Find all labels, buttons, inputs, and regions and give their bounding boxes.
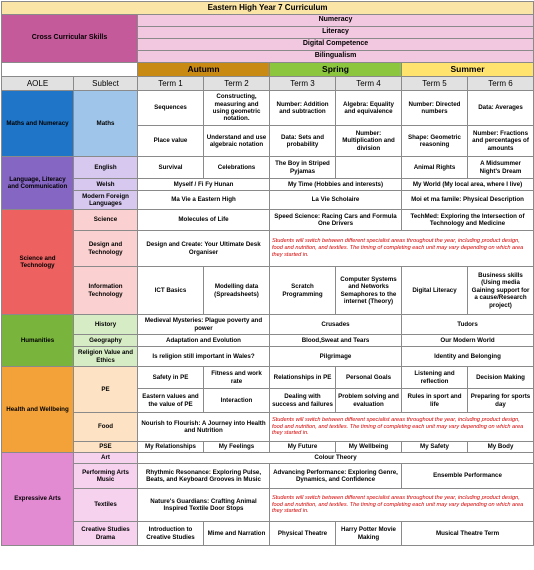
- subject-modern-foreign-languages: Modern Foreign Languages: [74, 191, 138, 210]
- maths-unit: Number: Multiplication and division: [336, 126, 402, 157]
- music-unit: Rhythmic Resonance: Exploring Pulse, Beats, and Keyboard Grooves in Music: [138, 464, 270, 489]
- cross-curricular-label: Cross Curricular Skills: [2, 15, 138, 63]
- geography-unit: Blood,Sweat and Tears: [270, 335, 402, 347]
- subject-english: English: [74, 157, 138, 179]
- aole-health-wellbeing: Health and Wellbeing: [2, 367, 74, 453]
- subject-pse: PSE: [74, 442, 138, 453]
- it-unit: Modelling data (Spreadsheets): [204, 267, 270, 315]
- welsh-unit: Myself / Fi Fy Hunan: [138, 179, 270, 191]
- welsh-unit: My World (My local area, where I live): [402, 179, 534, 191]
- it-unit: Business skills (Using media Gaining support for a cause/Research project): [468, 267, 534, 315]
- subject-history: History: [74, 315, 138, 335]
- subject-textiles: Textiles: [74, 489, 138, 522]
- english-unit: Celebrations: [204, 157, 270, 179]
- header-aole: AOLE: [2, 77, 74, 91]
- header-term-6: Term 6: [468, 77, 534, 91]
- rve-unit: Is religion still important in Wales?: [138, 347, 270, 367]
- subject-maths: Maths: [74, 91, 138, 157]
- maths-unit: Number: Addition and subtraction: [270, 91, 336, 126]
- subject-information-technology: Information Technology: [74, 267, 138, 315]
- pe-unit: Preparing for sports day: [468, 389, 534, 413]
- maths-unit: Place value: [138, 126, 204, 157]
- art-unit: Colour Theory: [138, 453, 534, 464]
- maths-unit: Understand and use algebraic notation: [204, 126, 270, 157]
- rve-unit: Identity and Belonging: [402, 347, 534, 367]
- aole-maths-numeracy: Maths and Numeracy: [2, 91, 74, 157]
- maths-unit: Data: Averages: [468, 91, 534, 126]
- mfl-unit: La Vie Scholaire: [270, 191, 402, 210]
- aole-language-literacy: Language, Literacy and Communication: [2, 157, 74, 210]
- subject-welsh: Welsh: [74, 179, 138, 191]
- mfl-unit: Moi et ma famile: Physical Description: [402, 191, 534, 210]
- subject-geography: Geography: [74, 335, 138, 347]
- science-unit: Speed Science: Racing Cars and Formula One Drivers: [270, 210, 402, 231]
- rotation-note: Students will switch between different specialist areas throughout the year, including product design, food and nutrition, and textiles. The timing of completing each unit may vary depending on which area they started in.: [270, 231, 534, 267]
- pse-unit: My Body: [468, 442, 534, 453]
- it-unit: ICT Basics: [138, 267, 204, 315]
- skill-numeracy: Numeracy: [138, 15, 534, 27]
- pe-unit: Safety in PE: [138, 367, 204, 389]
- aole-expressive-arts: Expressive Arts: [2, 453, 74, 546]
- maths-unit: Data: Sets and probability: [270, 126, 336, 157]
- maths-unit: Algebra: Equality and equivalence: [336, 91, 402, 126]
- english-unit: The Boy in Striped Pyjamas: [270, 157, 336, 179]
- it-unit: Computer Systems and Networks Semaphores to the internet (Theory): [336, 267, 402, 315]
- subject-design-technology: Design and Technology: [74, 231, 138, 267]
- pe-unit: Personal Goals: [336, 367, 402, 389]
- pse-unit: My Wellbeing: [336, 442, 402, 453]
- rotation-note: Students will switch between different specialist areas throughout the year, including product design, food and nutrition, and textiles. The timing of completing each unit may vary depending on which area they started in.: [270, 413, 534, 442]
- season-spring: Spring: [270, 63, 402, 77]
- subject-pe: PE: [74, 367, 138, 413]
- header-term-2: Term 2: [204, 77, 270, 91]
- aole-science-technology: Science and Technology: [2, 210, 74, 315]
- maths-unit: Number: Directed numbers: [402, 91, 468, 126]
- food-unit: Nourish to Flourish: A Journey into Health and Nutrition: [138, 413, 270, 442]
- pe-unit: Relationships in PE: [270, 367, 336, 389]
- pe-unit: Listening and reflection: [402, 367, 468, 389]
- maths-unit: Shape: Geometric reasoning: [402, 126, 468, 157]
- header-term-3: Term 3: [270, 77, 336, 91]
- pe-unit: Interaction: [204, 389, 270, 413]
- geography-unit: Our Modern World: [402, 335, 534, 347]
- skill-literacy: Literacy: [138, 27, 534, 39]
- pe-unit: Fitness and work rate: [204, 367, 270, 389]
- dt-unit: Design and Create: Your Ultimate Desk Organiser: [138, 231, 270, 267]
- drama-unit: Musical Theatre Term: [402, 522, 534, 546]
- english-unit: Animal Rights: [402, 157, 468, 179]
- skill-bilingualism: Bilingualism: [138, 51, 534, 63]
- subject-creative-studies-drama: Creative Studies Drama: [74, 522, 138, 546]
- geography-unit: Adaptation and Evolution: [138, 335, 270, 347]
- drama-unit: Harry Potter Movie Making: [336, 522, 402, 546]
- pe-unit: Decision Making: [468, 367, 534, 389]
- header-term-1: Term 1: [138, 77, 204, 91]
- history-unit: Crusades: [270, 315, 402, 335]
- english-unit: Survival: [138, 157, 204, 179]
- pse-unit: My Relationships: [138, 442, 204, 453]
- header-term-5: Term 5: [402, 77, 468, 91]
- pse-unit: My Future: [270, 442, 336, 453]
- drama-unit: Mime and Narration: [204, 522, 270, 546]
- season-summer: Summer: [402, 63, 534, 77]
- history-unit: Tudors: [402, 315, 534, 335]
- aole-humanities: Humanities: [2, 315, 74, 367]
- drama-unit: Introduction to Creative Studies: [138, 522, 204, 546]
- maths-unit: Number: Fractions and percentages of amounts: [468, 126, 534, 157]
- season-autumn: Autumn: [138, 63, 270, 77]
- rve-unit: Pilgrimage: [270, 347, 402, 367]
- maths-unit: Constructing, measuring and using geometric notation.: [204, 91, 270, 126]
- subject-performing-arts-music: Performing Arts Music: [74, 464, 138, 489]
- pe-unit: Problem solving and evaluation: [336, 389, 402, 413]
- maths-unit: Sequences: [138, 91, 204, 126]
- header-term-4: Term 4: [336, 77, 402, 91]
- subject-science: Science: [74, 210, 138, 231]
- pe-unit: Eastern values and the value of PE: [138, 389, 204, 413]
- drama-unit: Physical Theatre: [270, 522, 336, 546]
- textiles-unit: Nature's Guardians: Crafting Animal Inspired Textile Door Stops: [138, 489, 270, 522]
- english-unit: A Midsummer Night's Dream: [468, 157, 534, 179]
- it-unit: Digital Literacy: [402, 267, 468, 315]
- season-spacer: [2, 63, 138, 77]
- page-title: Eastern High Year 7 Curriculum: [2, 2, 534, 15]
- english-unit: [336, 157, 402, 179]
- pse-unit: My Feelings: [204, 442, 270, 453]
- subject-food: Food: [74, 413, 138, 442]
- mfl-unit: Ma Vie a Eastern High: [138, 191, 270, 210]
- subject-art: Art: [74, 453, 138, 464]
- subject-religion-values-ethics: Religion Value and Ethics: [74, 347, 138, 367]
- pe-unit: Dealing with success and failures: [270, 389, 336, 413]
- pe-unit: Rules in sport and life: [402, 389, 468, 413]
- it-unit: Scratch Programming: [270, 267, 336, 315]
- curriculum-table: [1, 1, 534, 546]
- pse-unit: My Safety: [402, 442, 468, 453]
- header-subject: Sublect: [74, 77, 138, 91]
- music-unit: Advancing Performance: Exploring Genre, Dynamics, and Confidence: [270, 464, 402, 489]
- skill-digital-competence: Digital Competence: [138, 39, 534, 51]
- science-unit: Molecules of Life: [138, 210, 270, 231]
- welsh-unit: My Time (Hobbies and interests): [270, 179, 402, 191]
- rotation-note: Students will switch between different specialist areas throughout the year, including product design, food and nutrition, and textiles. The timing of completing each unit may vary depending on which area they started in.: [270, 489, 534, 522]
- science-unit: TechMed: Exploring the Intersection of Technology and Medicine: [402, 210, 534, 231]
- history-unit: Medieval Mysteries: Plague poverty and power: [138, 315, 270, 335]
- music-unit: Ensemble Performance: [402, 464, 534, 489]
